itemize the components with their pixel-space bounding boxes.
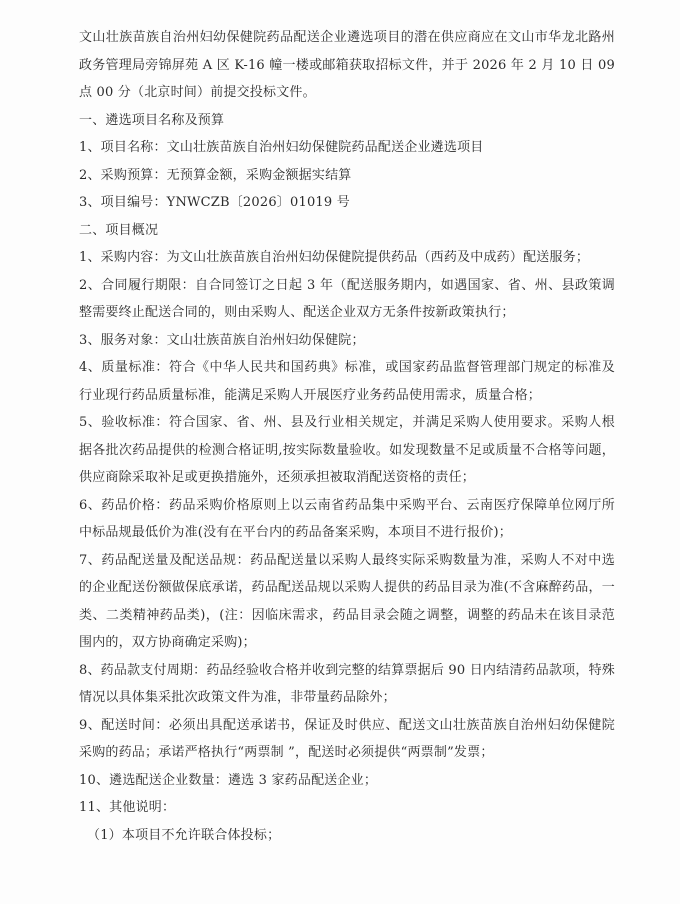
payment-cycle-item: 8、药品款支付周期：药品经验收合格并收到完整的结算票据后 90 日内结清药品款项，特殊情况以具体集采批次政策文件为准，非带量药品除外； (79, 662, 615, 705)
delivery-time-item: 9、配送时间：必须出具配送承诺书，保证及时供应、配送文山壮族苗族自治州妇幼保健院采购的药品；承诺严格执行“两票制 ”，配送时必须提供“两票制”发票； (79, 717, 615, 760)
document-body (79, 24, 615, 849)
supplier-count-item: 10、遴选配送企业数量：遴选 3 家药品配送企业； (79, 772, 378, 788)
intro-paragraph: 文山壮族苗族自治州妇幼保健院药品配送企业遴选项目的潜在供应商应在文山市华龙北路州政务管理局旁锦屏苑 A 区 K-16 幢一楼或邮箱获取招标文件，并于 2026 年 2 月 10 日 09 点 00 分（北京时间）前提交投标文件。 (79, 30, 615, 100)
acceptance-standard-item: 5、验收标准：符合国家、省、州、县及行业相关规定，并满足采购人使用要求。采购人根据各批次药品提供的检测合格证明,按实际数量验收。如发现数量不足或质量不合格等问题，供应商除采取补足或更换措施外，还须承担被取消配送资格的责任； (79, 415, 615, 485)
service-target-item: 3、服务对象：文山壮族苗族自治州妇幼保健院； (79, 332, 365, 348)
procurement-content-item: 1、采购内容：为文山壮族苗族自治州妇幼保健院提供药品（西药及中成药）配送服务； (79, 250, 590, 265)
drug-price-item: 6、药品价格：药品采购价格原则上以云南省药品集中采购平台、云南医疗保障单位网厅所中标品规最低价为准(没有在平台内的药品备案采购，本项目不进行报价)； (79, 497, 615, 540)
section-heading-2: 二、项目概况 (79, 222, 159, 238)
project-name-item: 1、项目名称：文山壮族苗族自治州妇幼保健院药品配送企业遴选项目 (79, 140, 484, 155)
other-notes-item: 11、其他说明： (79, 800, 176, 815)
contract-period-item: 2、合同履行期限：自合同签订之日起 3 年（配送服务期内，如遇国家、省、州、县政策调整需要终止配送合同的，则由采购人、配送企业双方无条件按新政策执行； (79, 277, 615, 320)
project-number-item: 3、项目编号：YNWCZB〔2026〕01019 号 (79, 195, 350, 210)
quality-standard-item: 4、质量标准：符合《中华人民共和国药典》标准，或国家药品监督管理部门规定的标准及行业现行药品质量标准，能满足采购人开展医疗业务药品使用需求，质量合格； (79, 360, 615, 403)
budget-item: 2、采购预算：无预算金额，采购金额据实结算 (79, 167, 352, 183)
delivery-volume-item: 7、药品配送量及配送品规：药品配送量以采购人最终实际采购数量为准，采购人不对中选的企业配送份额做保底承诺，药品配送品规以采购人提供的药品目录为准(不含麻醉药品，一类、二类精神药品类)，(注：因临床需求，药品目录会随之调整，调整的药品未在该目录范围内的，双方协商确定采购)； (79, 552, 615, 650)
consortium-note-item: （1）本项目不允许联合体投标； (87, 827, 281, 843)
section-heading-1: 一、遴选项目名称及预算 (79, 112, 225, 128)
